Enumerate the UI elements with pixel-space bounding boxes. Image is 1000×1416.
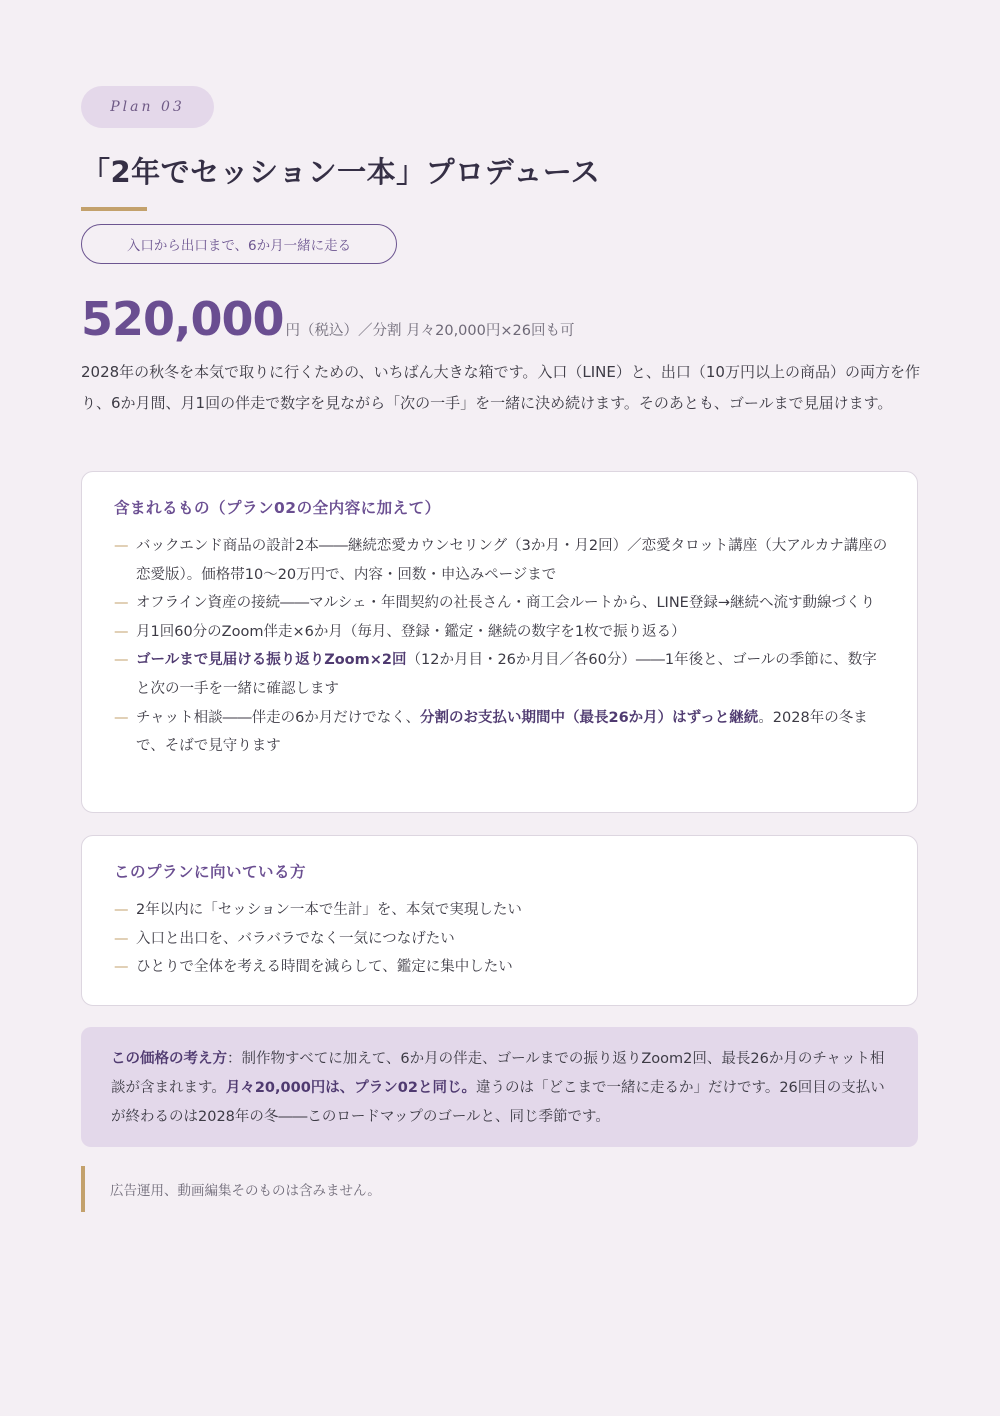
list-item: — チャット相談――伴走の6か月だけでなく、分割のお支払い期間中（最長26か月）はずっと継続。2028年の冬まで、そばで見守ります (114, 704, 889, 761)
list-item: — 2年以内に「セッション一本で生計」を、本気で実現したい (114, 896, 889, 925)
fit-list (114, 896, 889, 982)
exclusion-note-text: 広告運用、動画編集そのものは含みません。 (110, 1183, 381, 1199)
tagline-badge: 入口から出口まで、6か月一緒に走る (81, 224, 397, 264)
price-row (81, 292, 574, 346)
list-item: — ひとりで全体を考える時間を減らして、鑑定に集中したい (114, 953, 889, 982)
price-note: 円（税込）／分割 月々20,000円×26回も可 (285, 323, 575, 339)
included-card (81, 471, 918, 813)
list-item: — オフライン資産の接続――マルシェ・年間契約の社長さん・商工会ルートから、LINE登録→継続へ流す動線づくり (114, 589, 889, 618)
list-item: — 月1回60分のZoom伴走×6か月（毎月、登録・鑑定・継続の数字を1枚で振り返る） (114, 618, 889, 647)
list-item: — ゴールまで見届ける振り返りZoom×2回（12か月目・26か月目／各60分）――1年後と、ゴールの季節に、数字と次の一手を一緒に確認します (114, 646, 889, 703)
page-title: 「2年でセッション一本」プロデュース (81, 155, 601, 189)
fit-heading: このプランに向いている方 (114, 863, 307, 881)
included-list (114, 532, 889, 761)
price-amount: 520,000 (81, 292, 284, 346)
list-item: — バックエンド商品の設計2本――継続恋愛カウンセリング（3か月・月2回）／恋愛タロット講座（大アルカナ講座の恋愛版）。価格帯10〜20万円で、内容・回数・申込みページまで (114, 532, 889, 589)
exclusion-note (81, 1166, 381, 1212)
price-rationale-label: この価格の考え方 (111, 1051, 227, 1067)
plan-label: Plan 03 (81, 86, 214, 128)
fit-card (81, 835, 918, 1006)
price-rationale-box: この価格の考え方：制作物すべてに加えて、6か月の伴走、ゴールまでの振り返りZoom2回、最長26か月のチャット相談が含まれます。月々20,000円は、プラン02と同じ。違うのは「どこまで一緒に走るか」だけです。26回目の支払いが終わるのは2028年の冬――このロードマップのゴールと、同じ季節です。 (81, 1027, 918, 1147)
title-underline (81, 207, 147, 211)
intro-text: 2028年の秋冬を本気で取りに行くための、いちばん大きな箱です。入口（LINE）と、出口（10万円以上の商品）の両方を作り、6か月間、月1回の伴走で数字を見ながら「次の一手」を一緒に決め続けます。そのあとも、ゴールまで見届けます。 (81, 363, 920, 412)
list-item: — 入口と出口を、バラバラでなく一気につなげたい (114, 925, 889, 954)
included-heading: 含まれるもの（プラン02の全内容に加えて） (114, 499, 441, 517)
